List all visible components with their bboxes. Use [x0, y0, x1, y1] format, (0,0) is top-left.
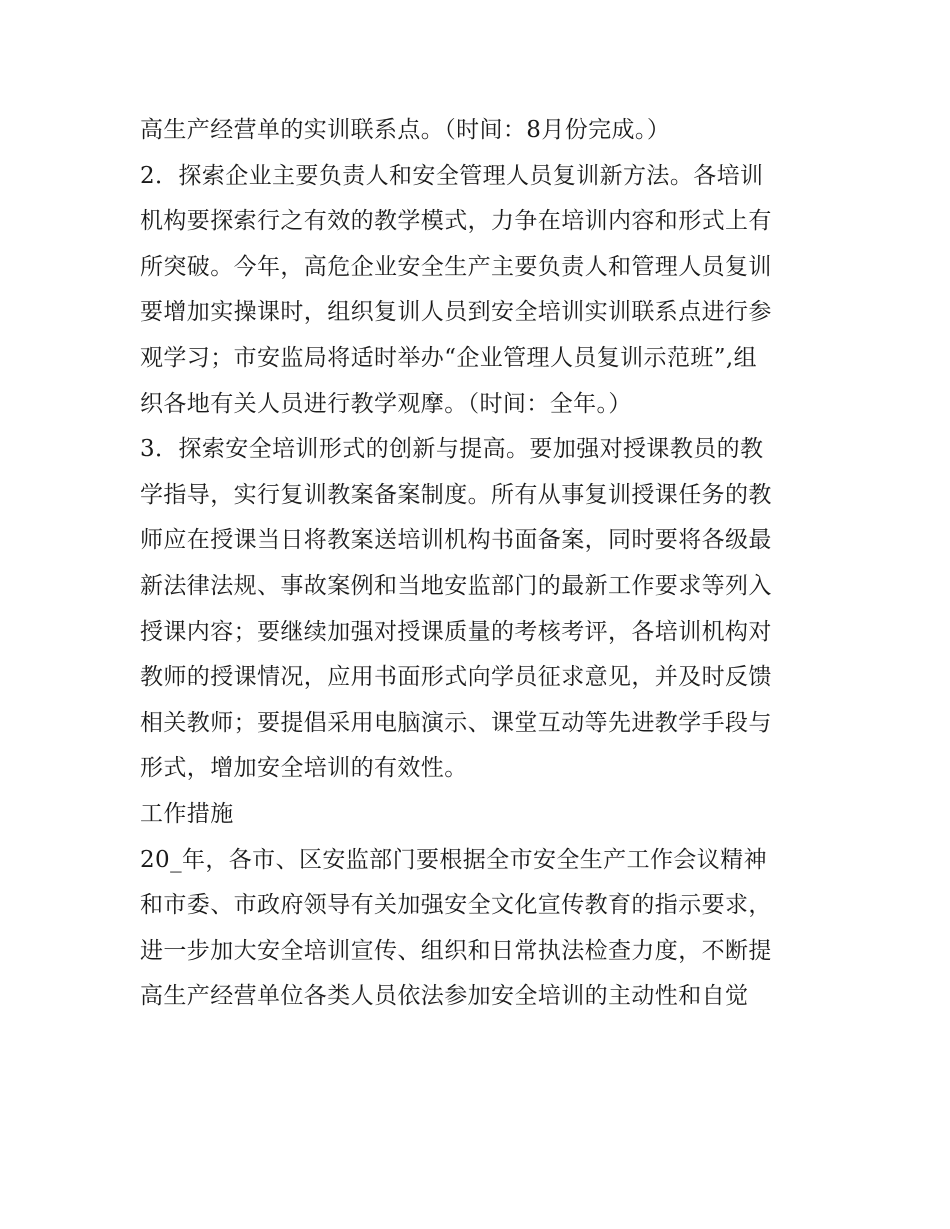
- item-3-line: 新法律法规、事故案例和当地安监部门的最新工作要求等列入: [140, 572, 772, 599]
- item-2-line: 要增加实操课时，组织复训人员到安全培训实训联系点进行参: [140, 299, 772, 326]
- item-2-line: 所突破。今年，高危企业安全生产主要负责人和管理人员复训: [140, 253, 772, 280]
- item-2-line: 织各地有关人员进行教学观摩。（时间：全年。）: [140, 390, 632, 417]
- item-2-line: 机构要探索行之有效的教学模式，力争在培训内容和形式上有: [140, 208, 772, 235]
- item-3-line: 形式，增加安全培训的有效性。: [140, 755, 468, 782]
- item-3-line: 授课内容；要继续加强对授课质量的考核考评，各培训机构对: [140, 618, 772, 645]
- item-2-line: 2．探索企业主要负责人和安全管理人员复训新方法。各培训: [140, 162, 764, 189]
- item-3-line: 相关教师；要提倡采用电脑演示、课堂互动等先进教学手段与: [140, 709, 772, 736]
- item-2-line: 观学习；市安监局将适时举办“企业管理人员复训示范班”,组: [140, 344, 758, 371]
- item-3-line: 学指导，实行复训教案备案制度。所有从事复训授课任务的教: [140, 481, 772, 508]
- paragraph-continuation-line: 高生产经营单的实训联系点。（时间：8月份完成。）: [140, 117, 671, 143]
- document-body: [140, 108, 820, 1020]
- section-body-line: 进一步加大安全培训宣传、组织和日常执法检查力度，不断提: [140, 937, 772, 964]
- section-body-line: 和市委、市政府领导有关加强安全文化宣传教育的指示要求，: [140, 892, 772, 919]
- item-3-line: 师应在授课当日将教案送培训机构书面备案，同时要将各级最: [140, 527, 772, 554]
- item-3-line: 教师的授课情况，应用书面形式向学员征求意见，并及时反馈: [140, 664, 772, 691]
- section-body-line: 20_年，各市、区安监部门要根据全市安全生产工作会议精神: [140, 846, 767, 873]
- item-3-line: 3．探索安全培训形式的创新与提高。要加强对授课教员的教: [140, 436, 764, 463]
- section-body-line: 高生产经营单位各类人员依法参加安全培训的主动性和自觉: [140, 983, 749, 1010]
- section-heading: 工作措施: [140, 800, 234, 827]
